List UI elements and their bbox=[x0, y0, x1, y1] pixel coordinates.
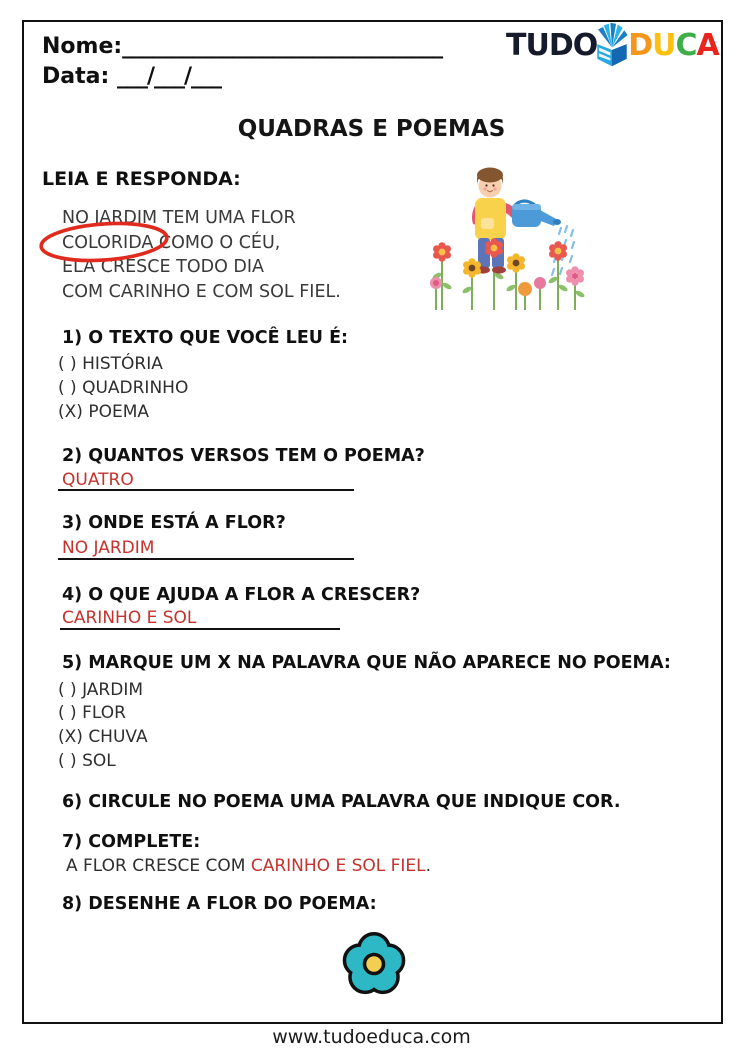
question-7-sentence-prefix: A FLOR CRESCE COM bbox=[66, 856, 251, 876]
logo-letter-a: A bbox=[696, 27, 719, 63]
question-4-label: 4) O QUE AJUDA A FLOR A CRESCER? bbox=[62, 585, 421, 605]
question-3-answer-line bbox=[58, 558, 354, 560]
logo-letter-c: C bbox=[675, 27, 697, 63]
logo-letter-d: D bbox=[628, 27, 653, 63]
logo-letter-u: U bbox=[652, 27, 676, 63]
question-5-option-jardim: ( ) JARDIM bbox=[58, 680, 143, 700]
question-5-option-chuva-checked: (X) CHUVA bbox=[58, 727, 148, 747]
question-2-answer-line bbox=[58, 489, 354, 491]
section-heading: LEIA E RESPONDA: bbox=[42, 168, 241, 190]
question-5-label: 5) MARQUE UM X NA PALAVRA QUE NÃO APARECE NO POEMA: bbox=[62, 653, 671, 673]
poem-line-1: NO JARDIM TEM UMA FLOR bbox=[62, 208, 296, 228]
poem-line-3: ELA CRESCE TODO DIA bbox=[62, 257, 265, 277]
question-2-answer: QUATRO bbox=[62, 470, 134, 490]
footer-url: www.tudoeduca.com bbox=[272, 1026, 471, 1048]
question-3-answer: NO JARDIM bbox=[62, 538, 155, 558]
question-5-option-sol: ( ) SOL bbox=[58, 751, 116, 771]
question-5-option-flor: ( ) FLOR bbox=[58, 703, 126, 723]
date-field-row bbox=[42, 64, 221, 89]
question-1-option-poema-checked: (X) POEMA bbox=[58, 402, 149, 422]
poem-line-2-rest: COMO O CÉU, bbox=[153, 232, 281, 253]
red-circle-annotation bbox=[36, 217, 174, 265]
question-4-answer-line bbox=[60, 628, 340, 630]
name-label: Nome: bbox=[42, 34, 123, 59]
poem-line-4: COM CARINHO E COM SOL FIEL. bbox=[62, 281, 341, 302]
question-7-label: 7) COMPLETE: bbox=[62, 832, 201, 852]
question-6-label: 6) CIRCULE NO POEMA UMA PALAVRA QUE INDIQUE COR. bbox=[62, 792, 621, 812]
boy-watering-flowers-illustration bbox=[428, 164, 598, 312]
date-blank-line: ___/___/___ bbox=[116, 64, 222, 89]
question-1-label: 1) O TEXTO QUE VOCÊ LEU É: bbox=[62, 328, 349, 348]
question-7-sentence-answer: CARINHO E SOL FIEL bbox=[250, 856, 426, 876]
question-8-label: 8) DESENHE A FLOR DO POEMA: bbox=[62, 894, 377, 914]
question-7-sentence bbox=[66, 856, 431, 876]
logo-text-tudo: TUDO bbox=[506, 27, 598, 63]
page-title: QUADRAS E POEMAS bbox=[237, 116, 506, 142]
poem-circled-word: COLORIDA bbox=[62, 232, 154, 253]
question-1-option-historia: ( ) HISTÓRIA bbox=[58, 354, 163, 374]
open-book-icon bbox=[594, 22, 630, 68]
name-blank-line: ________________________________ bbox=[122, 34, 443, 59]
question-7-sentence-period: . bbox=[425, 856, 432, 876]
teal-flower-drawing bbox=[336, 924, 412, 1000]
question-1-option-quadrinho: ( ) QUADRINHO bbox=[58, 378, 189, 398]
question-2-label: 2) QUANTOS VERSOS TEM O POEMA? bbox=[62, 446, 425, 466]
name-field-row bbox=[42, 34, 442, 59]
date-label: Data: bbox=[42, 64, 110, 89]
question-3-label: 3) ONDE ESTÁ A FLOR? bbox=[62, 513, 286, 533]
tudoeduca-logo bbox=[506, 22, 719, 68]
question-4-answer: CARINHO E SOL bbox=[62, 608, 197, 628]
